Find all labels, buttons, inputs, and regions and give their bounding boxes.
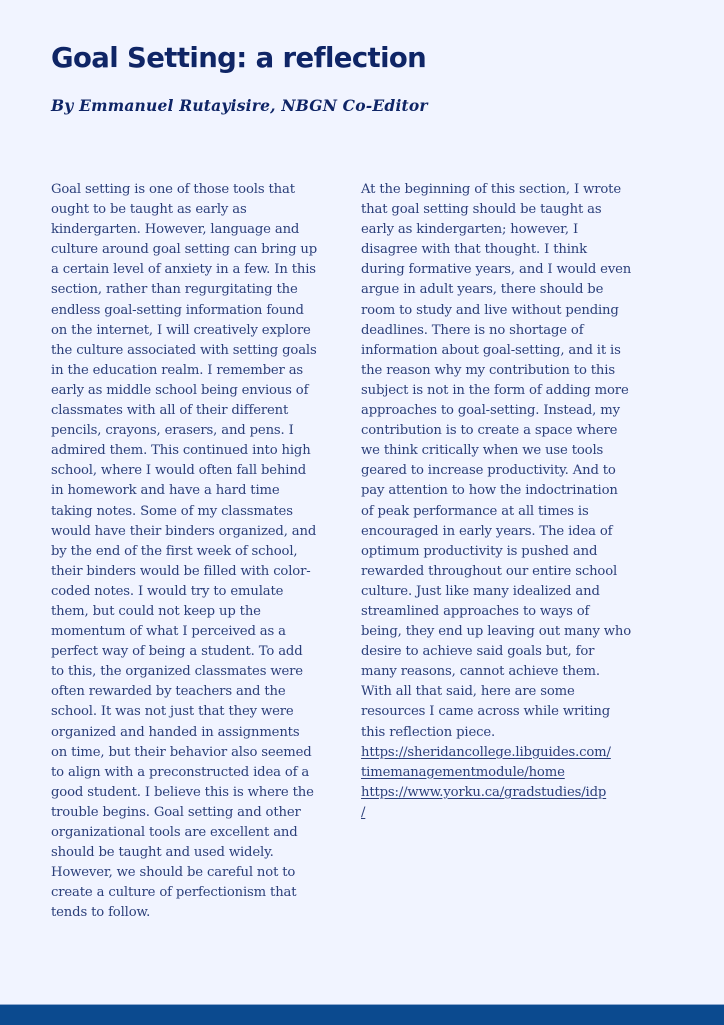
text-line: subject is not in the form of adding more <box>361 382 629 398</box>
text-line: geared to increase productivity. And to <box>361 463 616 479</box>
text-line: optimum productivity is pushed and <box>361 543 598 559</box>
text-line: them, but could not keep up the <box>51 603 261 619</box>
text-line: we think critically when we use tools <box>361 443 604 459</box>
text-line: early as middle school being envious of <box>51 382 309 398</box>
link-text-line[interactable]: https://sheridancollege.libguides.com/ <box>361 744 611 760</box>
resource-link-sheridan[interactable] <box>361 743 661 783</box>
text-line: kindergarten. However, language and <box>51 222 300 238</box>
text-line: resources I came across while writing <box>361 704 611 720</box>
text-line: a certain level of anxiety in a few. In this <box>51 262 316 278</box>
article-byline: By Emmanuel Rutayisire, NBGN Co-Editor <box>51 96 428 115</box>
text-line: to this, the organized classmates were <box>51 664 303 680</box>
text-line: school, where I would often fall behind <box>51 463 307 479</box>
text-line: on the internet, I will creatively explore <box>51 322 311 338</box>
text-line: organized and handed in assignments <box>51 724 300 740</box>
text-line: tends to follow. <box>51 905 151 921</box>
text-line: often rewarded by teachers and the <box>51 684 286 700</box>
footer-bar <box>0 1004 724 1025</box>
text-line: in the education realm. I remember as <box>51 362 304 378</box>
link-text-line[interactable]: https://www.yorku.ca/gradstudies/idp <box>361 784 607 800</box>
text-line: early as kindergarten; however, I <box>361 222 579 238</box>
text-line: contribution is to create a space where <box>361 423 618 439</box>
text-line: disagree with that thought. I think <box>361 242 587 258</box>
text-line: section, rather than regurgitating the <box>51 282 298 298</box>
text-line: admired them. This continued into high <box>51 443 311 459</box>
text-line: room to study and live without pending <box>361 302 619 318</box>
article-title: Goal Setting: a reflection <box>51 42 427 74</box>
link-text-line[interactable]: timemanagementmodule/home <box>361 764 565 780</box>
text-line: However, we should be careful not to <box>51 865 296 881</box>
text-line: approaches to goal-setting. Instead, my <box>361 403 620 419</box>
text-line: endless goal-setting information found <box>51 302 304 318</box>
text-line: information about goal-setting, and it is <box>361 342 621 358</box>
text-line: desire to achieve said goals but, for <box>361 644 595 660</box>
text-line: this reflection piece. <box>361 724 496 740</box>
text-line: in homework and have a hard time <box>51 483 280 499</box>
text-line: by the end of the first week of school, <box>51 543 298 559</box>
text-line: At the beginning of this section, I wrote <box>361 182 621 197</box>
text-line: taking notes. Some of my classmates <box>51 503 293 519</box>
text-line: to align with a preconstructed idea of a <box>51 764 310 780</box>
text-line: school. It was not just that they were <box>51 704 294 720</box>
text-line: streamlined approaches to ways of <box>361 603 590 619</box>
text-line: organizational tools are excellent and <box>51 825 298 840</box>
text-line: rewarded throughout our entire school <box>361 563 618 579</box>
text-line: encouraged in early years. The idea of <box>361 523 613 539</box>
text-line: Goal setting is one of those tools that <box>51 182 295 197</box>
right-column-text <box>361 180 661 743</box>
text-line: argue in adult years, there should be <box>361 282 604 298</box>
text-line: With all that said, here are some <box>361 684 575 700</box>
link-text-line[interactable]: / <box>361 804 366 820</box>
resource-link-yorku[interactable] <box>361 783 661 823</box>
text-line: trouble begins. Goal setting and other <box>51 804 301 820</box>
text-line: on time, but their behavior also seemed <box>51 744 312 760</box>
text-line: their binders would be filled with color- <box>51 563 311 579</box>
text-line: during formative years, and I would even <box>361 262 632 278</box>
text-line: ought to be taught as early as <box>51 202 247 218</box>
text-line: good student. I believe this is where the <box>51 784 314 800</box>
text-line: should be taught and used widely. <box>51 845 274 861</box>
right-column <box>361 180 661 823</box>
text-line: culture around goal setting can bring up <box>51 242 318 258</box>
text-line: would have their binders organized, and <box>51 523 317 539</box>
text-line: that goal setting should be taught as <box>361 202 602 218</box>
text-line: pay attention to how the indoctrination <box>361 483 618 499</box>
text-line: the reason why my contribution to this <box>361 362 615 378</box>
text-line: momentum of what I perceived as a <box>51 624 286 640</box>
text-line: create a culture of perfectionism that <box>51 885 297 901</box>
text-line: coded notes. I would try to emulate <box>51 583 284 599</box>
text-line: culture. Just like many idealized and <box>361 583 600 599</box>
text-line: many reasons, cannot achieve them. <box>361 664 600 680</box>
text-line: of peak performance at all times is <box>361 503 589 519</box>
text-line: classmates with all of their different <box>51 403 289 419</box>
text-line: being, they end up leaving out many who <box>361 624 632 640</box>
left-column <box>51 180 351 923</box>
text-line: deadlines. There is no shortage of <box>361 322 584 338</box>
text-line: the culture associated with setting goals <box>51 342 317 358</box>
text-line: perfect way of being a student. To add <box>51 644 303 660</box>
text-line: pencils, crayons, erasers, and pens. I <box>51 423 294 439</box>
